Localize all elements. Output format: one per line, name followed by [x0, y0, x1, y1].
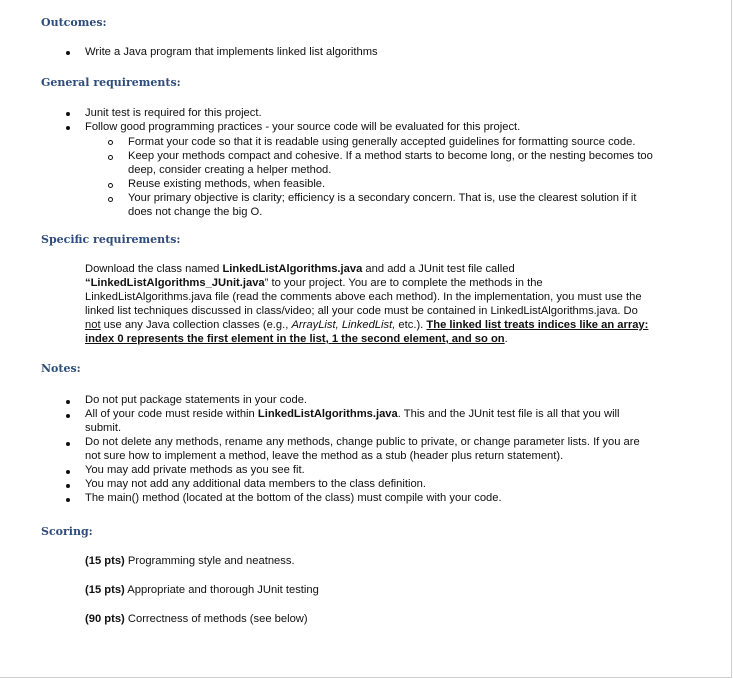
sub-bullet: [108, 183, 113, 188]
specific-paragraph-line: not use any Java collection classes (e.g., ArrayList, LinkedList, etc.). The linked list treats indices like an array:: [85, 319, 649, 331]
outcomes-heading: Outcomes:: [41, 16, 107, 29]
notes-item: Do not delete any methods, rename any methods, change public to private, or change parameter lists. If you are: [85, 436, 640, 448]
bullet: [66, 400, 70, 404]
notes-item-cont: not sure how to implement a method, leave the method as a stub (header plus return statement).: [85, 450, 564, 462]
notes-item-cont: submit.: [85, 422, 122, 434]
bullet: [66, 470, 70, 474]
general-subitem: Your primary objective is clarity; efficiency is a secondary concern. That is, use the clearest solution if it: [128, 192, 637, 204]
notes-item: You may add private methods as you see fit.: [85, 464, 305, 476]
specific-requirements-heading: Specific requirements:: [41, 233, 181, 246]
bullet: [66, 414, 70, 418]
sub-bullet: [108, 197, 113, 202]
bullet: [66, 498, 70, 502]
notes-heading: Notes:: [41, 362, 81, 375]
scoring-row: (15 pts) Appropriate and thorough JUnit testing: [85, 584, 319, 596]
notes-item: All of your code must reside within LinkedListAlgorithms.java. This and the JUnit test file is all that you will: [85, 408, 620, 420]
notes-item: Do not put package statements in your code.: [85, 394, 308, 406]
scoring-heading: Scoring:: [41, 525, 93, 538]
general-item: Junit test is required for this project.: [85, 107, 262, 119]
general-subitem: Format your code so that it is readable using generally accepted guidelines for formatting source code.: [128, 136, 636, 148]
bullet: [66, 112, 70, 116]
scoring-row: (15 pts) Programming style and neatness.: [85, 555, 295, 567]
specific-paragraph-line: linked list techniques discussed in class/video; all your code must be contained in LinkedListAlgorithms.java. Do: [85, 305, 638, 317]
bullet: [66, 442, 70, 446]
general-requirements-heading: General requirements:: [41, 76, 181, 89]
specific-paragraph-line: “LinkedListAlgorithms_JUnit.java” to your project. You are to complete the methods in the: [85, 277, 543, 289]
bullet: [66, 51, 70, 55]
specific-paragraph-line: Download the class named LinkedListAlgorithms.java and add a JUnit test file called: [85, 263, 515, 275]
general-subitem: Reuse existing methods, when feasible.: [128, 178, 326, 190]
sub-bullet: [108, 155, 113, 160]
bullet: [66, 126, 70, 130]
sub-bullet: [108, 140, 113, 145]
general-item: Follow good programming practices - your source code will be evaluated for this project.: [85, 121, 521, 133]
general-subitem: Keep your methods compact and cohesive. If a method starts to become long, or the nesting becomes too: [128, 150, 653, 162]
bullet: [66, 484, 70, 488]
specific-paragraph-line: index 0 represents the first element in the list, 1 the second element, and so on.: [85, 333, 508, 345]
notes-item: The main() method (located at the bottom of the class) must compile with your code.: [85, 492, 502, 504]
general-subitem-cont: does not change the big O.: [128, 206, 263, 218]
scoring-row: (90 pts) Correctness of methods (see below): [85, 613, 308, 625]
general-subitem-cont: deep, consider creating a helper method.: [128, 164, 332, 176]
outcomes-item: Write a Java program that implements linked list algorithms: [85, 46, 378, 58]
notes-item: You may not add any additional data members to the class definition.: [85, 478, 427, 490]
specific-paragraph-line: LinkedListAlgorithms.java file (read the comments above each method). In the implementation, you must use the: [85, 291, 642, 303]
